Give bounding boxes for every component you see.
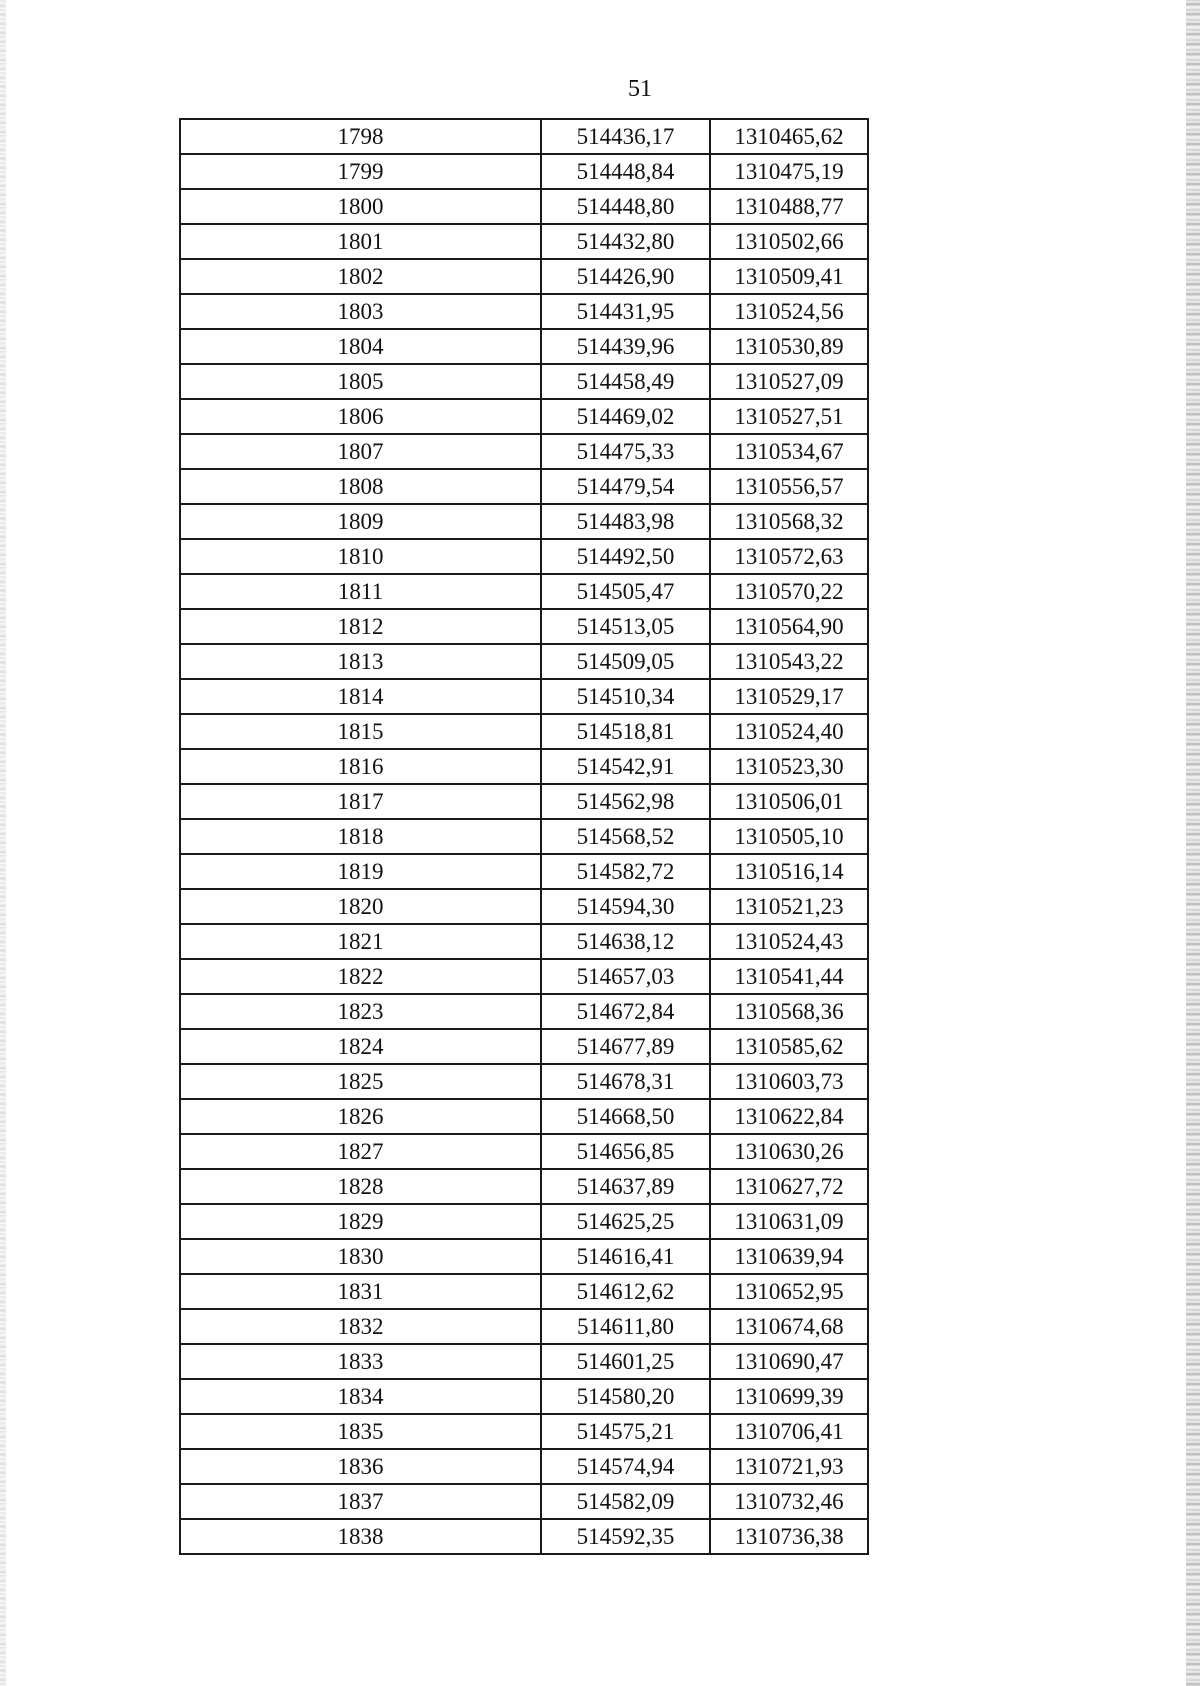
point-number-cell: 1813 — [180, 644, 541, 679]
x-coordinate-cell: 514575,21 — [541, 1414, 710, 1449]
y-coordinate-cell: 1310627,72 — [710, 1169, 868, 1204]
point-number-cell: 1817 — [180, 784, 541, 819]
table-row — [180, 1414, 868, 1449]
y-coordinate-cell: 1310564,90 — [710, 609, 868, 644]
point-number-cell: 1807 — [180, 434, 541, 469]
scan-edge-left — [0, 0, 6, 1686]
y-coordinate-cell: 1310570,22 — [710, 574, 868, 609]
table-row — [180, 1204, 868, 1239]
y-coordinate-cell: 1310529,17 — [710, 679, 868, 714]
x-coordinate-cell: 514574,94 — [541, 1449, 710, 1484]
table-row — [180, 1519, 868, 1554]
table-row — [180, 574, 868, 609]
table-row — [180, 154, 868, 189]
table-row — [180, 119, 868, 154]
y-coordinate-cell: 1310541,44 — [710, 959, 868, 994]
y-coordinate-cell: 1310622,84 — [710, 1099, 868, 1134]
x-coordinate-cell: 514436,17 — [541, 119, 710, 154]
y-coordinate-cell: 1310630,26 — [710, 1134, 868, 1169]
table-row — [180, 1484, 868, 1519]
point-number-cell: 1802 — [180, 259, 541, 294]
point-number-cell: 1812 — [180, 609, 541, 644]
x-coordinate-cell: 514458,49 — [541, 364, 710, 399]
point-number-cell: 1825 — [180, 1064, 541, 1099]
point-number-cell: 1838 — [180, 1519, 541, 1554]
y-coordinate-cell: 1310523,30 — [710, 749, 868, 784]
y-coordinate-cell: 1310631,09 — [710, 1204, 868, 1239]
x-coordinate-cell: 514513,05 — [541, 609, 710, 644]
x-coordinate-cell: 514637,89 — [541, 1169, 710, 1204]
x-coordinate-cell: 514510,34 — [541, 679, 710, 714]
point-number-cell: 1833 — [180, 1344, 541, 1379]
x-coordinate-cell: 514625,25 — [541, 1204, 710, 1239]
point-number-cell: 1830 — [180, 1239, 541, 1274]
x-coordinate-cell: 514492,50 — [541, 539, 710, 574]
table-row — [180, 539, 868, 574]
y-coordinate-cell: 1310706,41 — [710, 1414, 868, 1449]
y-coordinate-cell: 1310524,43 — [710, 924, 868, 959]
table-row — [180, 1029, 868, 1064]
point-number-cell: 1826 — [180, 1099, 541, 1134]
y-coordinate-cell: 1310521,23 — [710, 889, 868, 924]
x-coordinate-cell: 514612,62 — [541, 1274, 710, 1309]
table-row — [180, 294, 868, 329]
scan-edge-right — [1186, 0, 1200, 1686]
table-row — [180, 1274, 868, 1309]
table-row — [180, 749, 868, 784]
x-coordinate-cell: 514582,72 — [541, 854, 710, 889]
point-number-cell: 1800 — [180, 189, 541, 224]
y-coordinate-cell: 1310572,63 — [710, 539, 868, 574]
table-row — [180, 189, 868, 224]
x-coordinate-cell: 514505,47 — [541, 574, 710, 609]
point-number-cell: 1824 — [180, 1029, 541, 1064]
y-coordinate-cell: 1310736,38 — [710, 1519, 868, 1554]
point-number-cell: 1828 — [180, 1169, 541, 1204]
point-number-cell: 1837 — [180, 1484, 541, 1519]
table-row — [180, 399, 868, 434]
table-row — [180, 679, 868, 714]
point-number-cell: 1811 — [180, 574, 541, 609]
point-number-cell: 1808 — [180, 469, 541, 504]
y-coordinate-cell: 1310475,19 — [710, 154, 868, 189]
point-number-cell: 1818 — [180, 819, 541, 854]
point-number-cell: 1836 — [180, 1449, 541, 1484]
point-number-cell: 1819 — [180, 854, 541, 889]
y-coordinate-cell: 1310652,95 — [710, 1274, 868, 1309]
point-number-cell: 1809 — [180, 504, 541, 539]
y-coordinate-cell: 1310527,09 — [710, 364, 868, 399]
y-coordinate-cell: 1310603,73 — [710, 1064, 868, 1099]
y-coordinate-cell: 1310699,39 — [710, 1379, 868, 1414]
point-number-cell: 1804 — [180, 329, 541, 364]
table-row — [180, 644, 868, 679]
table-row — [180, 1134, 868, 1169]
x-coordinate-cell: 514431,95 — [541, 294, 710, 329]
point-number-cell: 1823 — [180, 994, 541, 1029]
x-coordinate-cell: 514475,33 — [541, 434, 710, 469]
y-coordinate-cell: 1310639,94 — [710, 1239, 868, 1274]
point-number-cell: 1822 — [180, 959, 541, 994]
x-coordinate-cell: 514616,41 — [541, 1239, 710, 1274]
y-coordinate-cell: 1310505,10 — [710, 819, 868, 854]
table-row — [180, 224, 868, 259]
x-coordinate-cell: 514611,80 — [541, 1309, 710, 1344]
table-row — [180, 609, 868, 644]
x-coordinate-cell: 514509,05 — [541, 644, 710, 679]
table-row — [180, 434, 868, 469]
x-coordinate-cell: 514432,80 — [541, 224, 710, 259]
y-coordinate-cell: 1310568,32 — [710, 504, 868, 539]
table-row — [180, 854, 868, 889]
y-coordinate-cell: 1310465,62 — [710, 119, 868, 154]
table-row — [180, 469, 868, 504]
y-coordinate-cell: 1310690,47 — [710, 1344, 868, 1379]
point-number-cell: 1829 — [180, 1204, 541, 1239]
point-number-cell: 1821 — [180, 924, 541, 959]
point-number-cell: 1815 — [180, 714, 541, 749]
y-coordinate-cell: 1310568,36 — [710, 994, 868, 1029]
x-coordinate-cell: 514562,98 — [541, 784, 710, 819]
y-coordinate-cell: 1310556,57 — [710, 469, 868, 504]
x-coordinate-cell: 514678,31 — [541, 1064, 710, 1099]
page-number: 51 — [628, 76, 652, 102]
table-row — [180, 364, 868, 399]
y-coordinate-cell: 1310516,14 — [710, 854, 868, 889]
x-coordinate-cell: 514601,25 — [541, 1344, 710, 1379]
x-coordinate-cell: 514594,30 — [541, 889, 710, 924]
y-coordinate-cell: 1310524,56 — [710, 294, 868, 329]
y-coordinate-cell: 1310530,89 — [710, 329, 868, 364]
table-row — [180, 889, 868, 924]
table-row — [180, 714, 868, 749]
x-coordinate-cell: 514448,84 — [541, 154, 710, 189]
point-number-cell: 1816 — [180, 749, 541, 784]
point-number-cell: 1820 — [180, 889, 541, 924]
coordinates-table-body — [180, 119, 868, 1554]
y-coordinate-cell: 1310509,41 — [710, 259, 868, 294]
x-coordinate-cell: 514656,85 — [541, 1134, 710, 1169]
point-number-cell: 1827 — [180, 1134, 541, 1169]
y-coordinate-cell: 1310674,68 — [710, 1309, 868, 1344]
x-coordinate-cell: 514568,52 — [541, 819, 710, 854]
table-row — [180, 1309, 868, 1344]
x-coordinate-cell: 514542,91 — [541, 749, 710, 784]
y-coordinate-cell: 1310721,93 — [710, 1449, 868, 1484]
point-number-cell: 1835 — [180, 1414, 541, 1449]
y-coordinate-cell: 1310506,01 — [710, 784, 868, 819]
x-coordinate-cell: 514426,90 — [541, 259, 710, 294]
x-coordinate-cell: 514479,54 — [541, 469, 710, 504]
table-row — [180, 259, 868, 294]
x-coordinate-cell: 514518,81 — [541, 714, 710, 749]
y-coordinate-cell: 1310527,51 — [710, 399, 868, 434]
y-coordinate-cell: 1310585,62 — [710, 1029, 868, 1064]
x-coordinate-cell: 514483,98 — [541, 504, 710, 539]
point-number-cell: 1806 — [180, 399, 541, 434]
table-row — [180, 1344, 868, 1379]
table-row — [180, 819, 868, 854]
x-coordinate-cell: 514439,96 — [541, 329, 710, 364]
y-coordinate-cell: 1310524,40 — [710, 714, 868, 749]
x-coordinate-cell: 514668,50 — [541, 1099, 710, 1134]
table-row — [180, 994, 868, 1029]
point-number-cell: 1803 — [180, 294, 541, 329]
y-coordinate-cell: 1310732,46 — [710, 1484, 868, 1519]
point-number-cell: 1805 — [180, 364, 541, 399]
table-row — [180, 1449, 868, 1484]
x-coordinate-cell: 514448,80 — [541, 189, 710, 224]
table-row — [180, 1239, 868, 1274]
x-coordinate-cell: 514638,12 — [541, 924, 710, 959]
point-number-cell: 1834 — [180, 1379, 541, 1414]
point-number-cell: 1810 — [180, 539, 541, 574]
x-coordinate-cell: 514677,89 — [541, 1029, 710, 1064]
table-row — [180, 329, 868, 364]
table-row — [180, 1064, 868, 1099]
table-row — [180, 959, 868, 994]
y-coordinate-cell: 1310534,67 — [710, 434, 868, 469]
y-coordinate-cell: 1310488,77 — [710, 189, 868, 224]
point-number-cell: 1798 — [180, 119, 541, 154]
x-coordinate-cell: 514580,20 — [541, 1379, 710, 1414]
point-number-cell: 1801 — [180, 224, 541, 259]
point-number-cell: 1814 — [180, 679, 541, 714]
y-coordinate-cell: 1310543,22 — [710, 644, 868, 679]
coordinates-table — [179, 118, 869, 1555]
y-coordinate-cell: 1310502,66 — [710, 224, 868, 259]
table-row — [180, 1379, 868, 1414]
table-row — [180, 1169, 868, 1204]
x-coordinate-cell: 514592,35 — [541, 1519, 710, 1554]
table-row — [180, 784, 868, 819]
x-coordinate-cell: 514657,03 — [541, 959, 710, 994]
x-coordinate-cell: 514469,02 — [541, 399, 710, 434]
point-number-cell: 1831 — [180, 1274, 541, 1309]
x-coordinate-cell: 514582,09 — [541, 1484, 710, 1519]
table-row — [180, 1099, 868, 1134]
table-row — [180, 504, 868, 539]
point-number-cell: 1832 — [180, 1309, 541, 1344]
table-row — [180, 924, 868, 959]
x-coordinate-cell: 514672,84 — [541, 994, 710, 1029]
point-number-cell: 1799 — [180, 154, 541, 189]
